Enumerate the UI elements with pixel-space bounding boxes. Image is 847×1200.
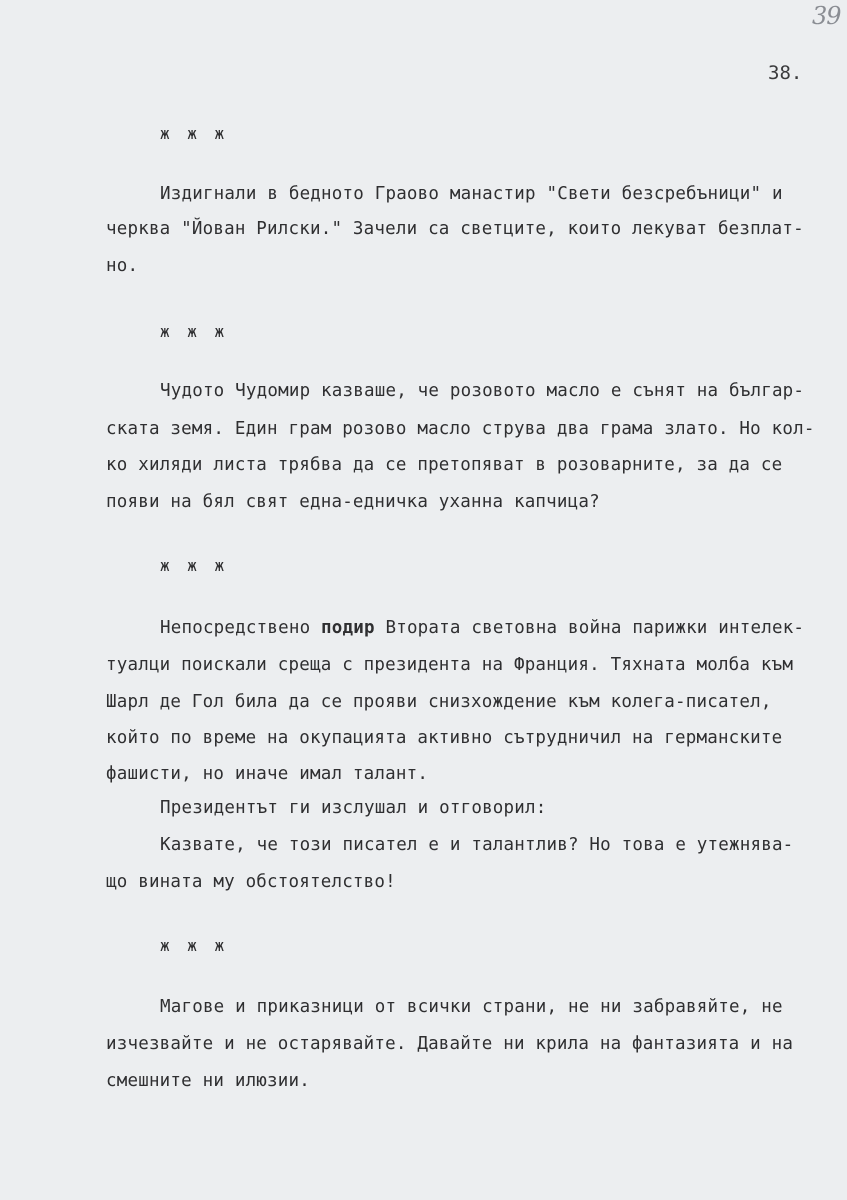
section-separator: ж ж ж (160, 556, 229, 575)
text-line: Чудото Чудомир казваше, че розовото масло е сънят на българ- (160, 381, 805, 401)
handwritten-page-number: 39 (812, 2, 841, 30)
text-line: Президентът ги изслушал и отговорил: (160, 798, 547, 818)
text-segment: Втората световна война парижки интелек- (374, 618, 805, 638)
text-line: черква "Йован Рилски." Зачели са светците, които лекуват безплат- (106, 219, 804, 239)
emphasized-word: подир (321, 618, 375, 638)
text-line: туалци поискали среща с президента на Франция. Тяхната молба към (106, 655, 794, 675)
text-line: Шарл де Гол била да се прояви снизхождение към колега-писател, (106, 692, 772, 712)
text-line: появи на бял свят една-едничка уханна капчица? (106, 492, 600, 512)
text-line: но. (106, 256, 139, 276)
text-line: ко хиляди листа трябва да се претопяват в розоварните, за да се (106, 455, 783, 475)
text-line: фашисти, но иначе имал талант. (106, 764, 429, 784)
text-line: Магове и приказници от всички страни, не ни забравяйте, не (160, 997, 783, 1017)
text-line (160, 618, 804, 638)
text-line: ската земя. Един грам розово масло струва два грама злато. Но кол- (106, 419, 815, 439)
text-line: смешните ни илюзии. (106, 1071, 310, 1091)
text-line: Издигнали в бедното Граово манастир "Свети безсребъници" и (160, 184, 783, 204)
text-line: който по време на окупацията активно сътрудничил на германските (106, 728, 783, 748)
section-separator: ж ж ж (160, 936, 229, 955)
section-separator: ж ж ж (160, 124, 229, 143)
text-segment: Непосредствено (160, 618, 322, 638)
text-line: изчезвайте и не остарявайте. Давайте ни крила на фантазията и на (106, 1034, 794, 1054)
section-separator: ж ж ж (160, 322, 229, 341)
text-line: Казвате, че този писател е и талантлив? Но това е утежнява- (160, 835, 794, 855)
text-line: що вината му обстоятелство! (106, 872, 396, 892)
page-number: 38. (768, 62, 803, 84)
